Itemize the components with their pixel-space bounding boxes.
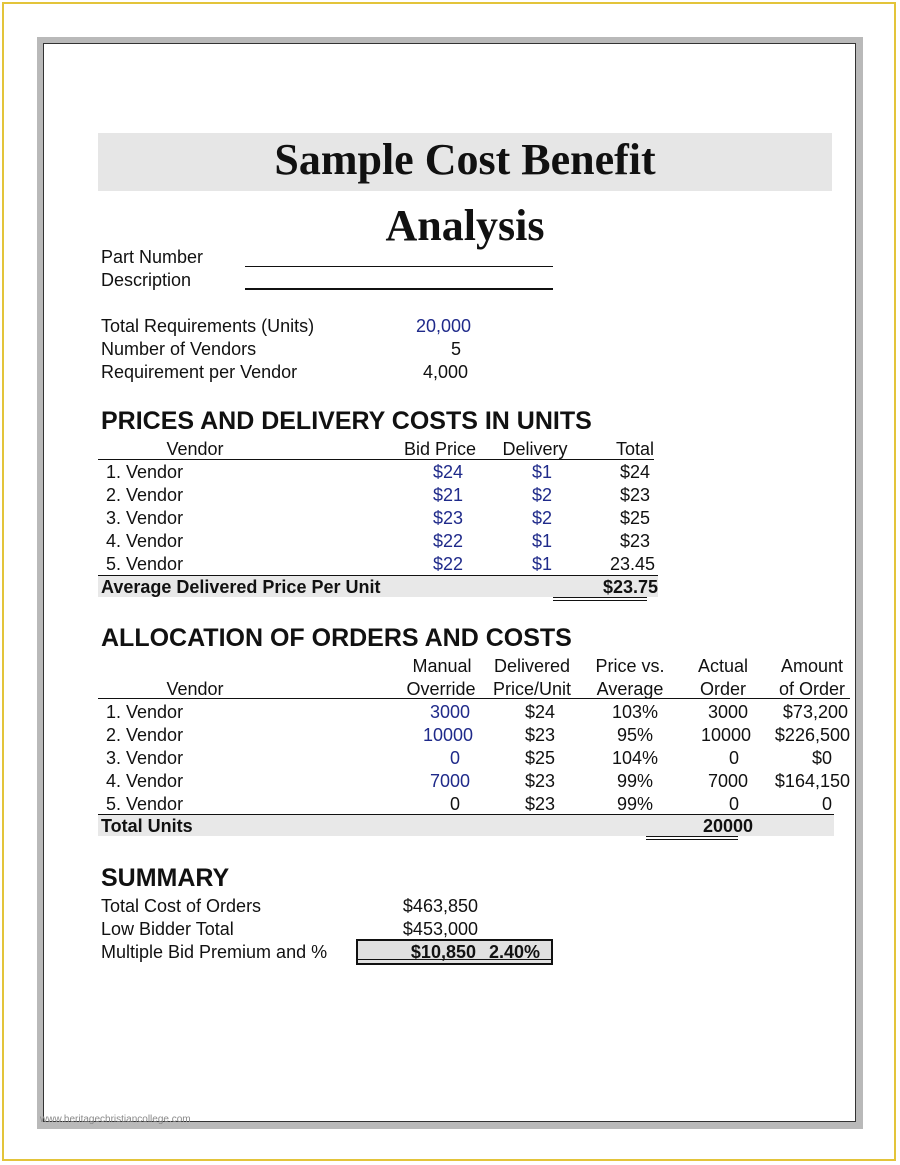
requirement-per-vendor-label: Requirement per Vendor xyxy=(101,362,298,382)
prices-total: $23 xyxy=(619,485,650,505)
allocation-vs-average: 104% xyxy=(611,748,659,768)
allocation-header-of-order: of Order xyxy=(778,679,846,699)
low-bidder-label: Low Bidder Total xyxy=(101,919,234,939)
prices-total: $24 xyxy=(619,462,650,482)
allocation-order: 3000 xyxy=(707,702,749,722)
prices-total: $23 xyxy=(619,531,650,551)
allocation-price: $24 xyxy=(524,702,556,722)
total-cost-value: $463,850 xyxy=(402,896,478,916)
allocation-amount: 0 xyxy=(821,794,832,814)
allocation-amount: $226,500 xyxy=(774,725,850,745)
allocation-header-manual: Manual xyxy=(412,656,472,676)
prices-heading: PRICES AND DELIVERY COSTS IN UNITS xyxy=(101,407,592,435)
prices-bid: $21 xyxy=(432,485,463,505)
title-line-1: Sample Cost Benefit xyxy=(274,135,656,184)
prices-vendor: 5. Vendor xyxy=(106,554,184,574)
premium-percent: 2.40% xyxy=(489,942,541,962)
prices-vendor: 2. Vendor xyxy=(106,485,184,505)
allocation-vs-average: 95% xyxy=(616,725,654,745)
title-line-2: Analysis xyxy=(385,201,545,250)
allocation-price: $25 xyxy=(524,748,556,768)
allocation-vendor: 1. Vendor xyxy=(106,702,184,722)
total-units-underline-1 xyxy=(646,836,738,837)
allocation-header-actual: Actual xyxy=(697,656,749,676)
prices-bid: $22 xyxy=(432,531,463,551)
low-bidder-value: $453,000 xyxy=(402,919,478,939)
allocation-vendor: 3. Vendor xyxy=(106,748,184,768)
total-units-label: Total Units xyxy=(101,816,193,836)
description-field xyxy=(245,288,553,290)
description-label: Description xyxy=(101,270,192,290)
prices-delivery: $2 xyxy=(531,485,552,505)
part-number-label: Part Number xyxy=(101,247,204,267)
prices-vendor: 1. Vendor xyxy=(106,462,184,482)
total-requirements-value: 20,000 xyxy=(415,316,471,336)
number-of-vendors-value: 5 xyxy=(450,339,461,359)
allocation-header-price-unit: Price/Unit xyxy=(492,679,572,699)
allocation-header-vendor: Vendor xyxy=(166,679,224,699)
allocation-vs-average: 99% xyxy=(616,794,654,814)
prices-delivery: $1 xyxy=(531,531,552,551)
prices-total: 23.45 xyxy=(609,554,655,574)
prices-bid: $24 xyxy=(432,462,463,482)
prices-header-delivery: Delivery xyxy=(502,439,568,459)
allocation-override: 0 xyxy=(449,748,460,768)
allocation-vendor: 5. Vendor xyxy=(106,794,184,814)
prices-delivery: $1 xyxy=(531,554,552,574)
allocation-order: 7000 xyxy=(707,771,749,791)
allocation-order: 0 xyxy=(728,748,739,768)
allocation-header-price-vs: Price vs. xyxy=(595,656,665,676)
allocation-price: $23 xyxy=(524,725,556,745)
allocation-order: 0 xyxy=(728,794,739,814)
prices-header-bid: Bid Price xyxy=(403,439,477,459)
prices-bid: $23 xyxy=(432,508,463,528)
allocation-override: 3000 xyxy=(429,702,471,722)
allocation-header-order: Order xyxy=(699,679,746,699)
watermark: www.heritagechristiancollege.com xyxy=(40,1114,191,1125)
allocation-order: 10000 xyxy=(700,725,752,745)
prices-delivery: $2 xyxy=(531,508,552,528)
number-of-vendors-label: Number of Vendors xyxy=(101,339,257,359)
prices-bid: $22 xyxy=(432,554,463,574)
prices-header-rule xyxy=(98,459,654,460)
allocation-override: 7000 xyxy=(429,771,471,791)
average-price-label: Average Delivered Price Per Unit xyxy=(101,577,381,597)
allocation-vendor: 4. Vendor xyxy=(106,771,184,791)
allocation-header-average: Average xyxy=(596,679,664,699)
prices-total: $25 xyxy=(619,508,650,528)
prices-header-total: Total xyxy=(615,439,654,459)
premium-label: Multiple Bid Premium and % xyxy=(101,942,328,962)
total-units-underline-2 xyxy=(646,839,738,840)
allocation-vs-average: 99% xyxy=(616,771,654,791)
allocation-heading: ALLOCATION OF ORDERS AND COSTS xyxy=(101,624,572,652)
allocation-price: $23 xyxy=(524,794,556,814)
prices-vendor: 4. Vendor xyxy=(106,531,184,551)
allocation-vs-average: 103% xyxy=(611,702,659,722)
part-number-field xyxy=(245,266,553,267)
allocation-override: 10000 xyxy=(422,725,474,745)
summary-heading: SUMMARY xyxy=(101,864,230,892)
allocation-amount: $73,200 xyxy=(782,702,848,722)
allocation-header-amount: Amount xyxy=(780,656,844,676)
total-cost-label: Total Cost of Orders xyxy=(101,896,262,916)
allocation-amount: $0 xyxy=(811,748,832,768)
allocation-override: 0 xyxy=(449,794,460,814)
premium-value: $10,850 xyxy=(410,942,476,962)
allocation-vendor: 2. Vendor xyxy=(106,725,184,745)
average-price-value: $23.75 xyxy=(602,577,658,597)
allocation-header-delivered: Delivered xyxy=(493,656,571,676)
prices-header-vendor: Vendor xyxy=(166,439,224,459)
average-price-underline-1 xyxy=(553,597,647,598)
average-price-underline-2 xyxy=(553,600,647,601)
allocation-amount: $164,150 xyxy=(774,771,850,791)
allocation-header-rule xyxy=(98,698,850,699)
allocation-header-override: Override xyxy=(406,679,476,699)
allocation-price: $23 xyxy=(524,771,556,791)
total-requirements-label: Total Requirements (Units) xyxy=(101,316,315,336)
prices-delivery: $1 xyxy=(531,462,552,482)
requirement-per-vendor-value: 4,000 xyxy=(422,362,468,382)
total-units-value: 20000 xyxy=(702,816,753,836)
prices-vendor: 3. Vendor xyxy=(106,508,184,528)
